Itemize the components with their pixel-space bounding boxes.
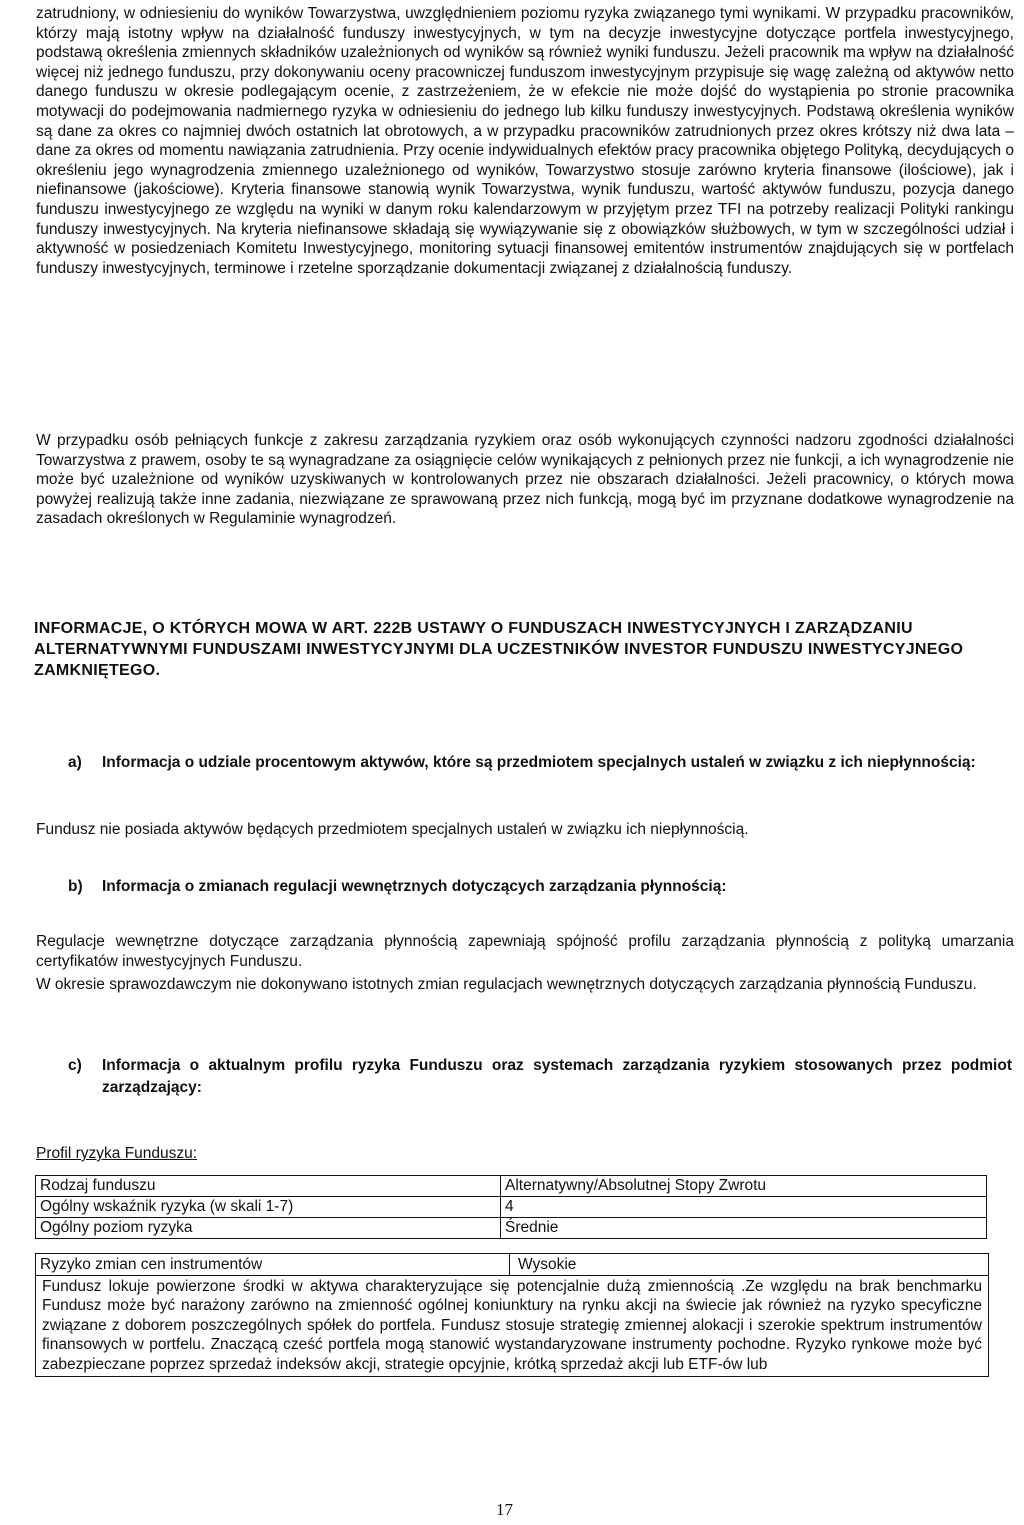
section-heading: INFORMACJE, O KTÓRYCH MOWA W ART. 222B USTAWY O FUNDUSZACH INWESTYCYJNYCH I ZARZĄDZANIU ALTERNATYWNYMI FUNDUSZAMI INWESTYCYJNYMI DLA UCZESTNIKÓW INVESTOR FUNDUSZU INWESTYCYJNEGO ZAMKNIĘTEGO. <box>34 620 964 679</box>
table-row <box>36 1218 987 1239</box>
table-row <box>36 1254 988 1276</box>
item-a-label: a) <box>68 754 82 771</box>
risk-description-cell: Fundusz lokuje powierzone środki w aktywa charakteryzujące się potencjalnie dużą zmiennością .Ze względu na brak benchmarku Fundusz może być narażony zarówno na zmienność ogólnej koniunktury na rynku akcji na świecie jak również na ryzyko specyficzne związane z doborem poszczególnych spółek do portfela. Fundusz stosuje strategię zmiennej alokacji i szerokie spektrum instrumentów finansowych w portfelu. Znaczącą cześć portfela mogą stanowić wystandaryzowane instrumenty pochodne. Ryzyko rynkowe może być zabezpieczane poprzez sprzedaż indeksów akcji, strategie opcyjnie, krótką sprzedaż akcji lub ETF-ów lub <box>42 1278 982 1373</box>
item-a-body: Fundusz nie posiada aktywów będących przedmiotem specjalnych ustaleń w związku ich niepłynnością. <box>36 821 749 838</box>
risk-name-cell: Ryzyko zmian cen instrumentów <box>36 1254 510 1275</box>
page-number: 17 <box>496 1500 513 1519</box>
profile-value-cell: 4 <box>501 1197 987 1218</box>
profile-value-cell: Alternatywny/Absolutnej Stopy Zwrotu <box>501 1176 987 1197</box>
table-row <box>36 1197 987 1218</box>
profile-label-cell: Ogólny wskaźnik ryzyka (w skali 1-7) <box>36 1197 501 1218</box>
risk-profile-table <box>35 1175 987 1239</box>
price-risk-table <box>35 1253 989 1377</box>
profile-label-cell: Rodzaj funduszu <box>36 1176 501 1197</box>
risk-level-cell: Wysokie <box>518 1256 577 1273</box>
table-row <box>36 1176 987 1197</box>
risk-profile-title: Profil ryzyka Funduszu: <box>36 1145 198 1162</box>
item-c-label: c) <box>68 1057 82 1074</box>
item-b-title: Informacja o zmianach regulacji wewnętrznych dotyczących zarządzania płynnością: <box>102 878 727 895</box>
item-c-title: Informacja o aktualnym profilu ryzyka Funduszu oraz systemach zarządzania ryzykiem stosowanych przez podmiot zarządzający: <box>102 1057 1012 1096</box>
item-b-label: b) <box>68 878 83 895</box>
remuneration-criteria-paragraph: zatrudniony, w odniesieniu do wyników Towarzystwa, uwzględnieniem poziomu ryzyka związanego tymi wynikami. W przypadku pracowników, którzy mają istotny wpływ na działalność funduszy inwestycyjnych, w tym na decyzje inwestycyjne dotyczące portfela inwestycyjnego, podstawą określenia zmiennych składników uzależnionych od wyników są również wyniki funduszu. Jeżeli pracownik ma wpływ na działalność więcej niż jednego funduszu, przy dokonywaniu oceny pracowniczej funduszom inwestycyjnym przypisuje się wagę zależną od aktywów netto danego funduszu w okresie podlegającym ocenie, z zastrzeżeniem, że w efekcie nie może dojść do wystąpienia po stronie pracownika motywacji do podejmowania nadmiernego ryzyka w odniesieniu do jednego lub kilku funduszy inwestycyjnych. Podstawą określenia wyników są dane za okres co najmniej dwóch ostatnich lat obrotowych, a w przypadku pracowników zatrudnionych przez okres krótszy niż dwa lata – dane za okres od momentu nawiązania zatrudnienia. Przy ocenie indywidualnych efektów pracy pracownika objętego Polityką, decydujących o określeniu jego wynagrodzenia zmiennego uzależnionego od wyników, Towarzystwo stosuje zarówno kryteria finansowe (ilościowe), jak i niefinansowe (jakościowe). Kryteria finansowe stanowią wynik Towarzystwa, wynik funduszu, wartość aktywów funduszu, pozycja danego funduszu inwestycyjnego ze względu na wyniki w danym roku kalendarzowym w przyjętym przez TFI na potrzeby realizacji Polityki rankingu funduszy inwestycyjnych. Na kryteria niefinansowe składają się wywiązywanie się z obowiązków służbowych, w tym w szczególności udział i aktywność w posiedzeniach Komitetu Inwestycyjnego, monitoring sytuacji finansowej emitentów instrumentów znajdujących się w portfelach funduszy inwestycyjnych, terminowe i rzetelne sporządzanie dokumentacji związanej z działalnością funduszy. <box>36 5 1014 277</box>
item-b-body-1: Regulacje wewnętrzne dotyczące zarządzania płynnością zapewniają spójność profilu zarządzania płynnością z polityką umarzania certyfikatów inwestycyjnych Funduszu. <box>36 933 1014 970</box>
risk-control-staff-paragraph: W przypadku osób pełniących funkcje z zakresu zarządzania ryzykiem oraz osób wykonujących czynności nadzoru zgodności działalności Towarzystwa z prawem, osoby te są wynagradzane za osiągnięcie celów wynikających z pełnionych przez nie funkcji, a ich wynagrodzenie nie może być uzależnione od wyników uzyskiwanych w kontrolowanych przez nie obszarach działalności. Jeżeli pracownicy, o których mowa powyżej realizują także inne zadania, niezwiązane ze sprawowaną przez nich funkcją, mogą być im przyznane dodatkowe wynagrodzenie na zasadach określonych w Regulaminie wynagrodzeń. <box>36 432 1014 528</box>
item-b-body-2: W okresie sprawozdawczym nie dokonywano istotnych zmian regulacjach wewnętrznych dotyczących zarządzania płynnością Funduszu. <box>36 976 977 993</box>
item-a-title: Informacja o udziale procentowym aktywów, które są przedmiotem specjalnych ustaleń w związku z ich niepłynnością: <box>102 754 976 771</box>
profile-value-cell: Średnie <box>501 1218 987 1239</box>
profile-label-cell: Ogólny poziom ryzyka <box>36 1218 501 1239</box>
